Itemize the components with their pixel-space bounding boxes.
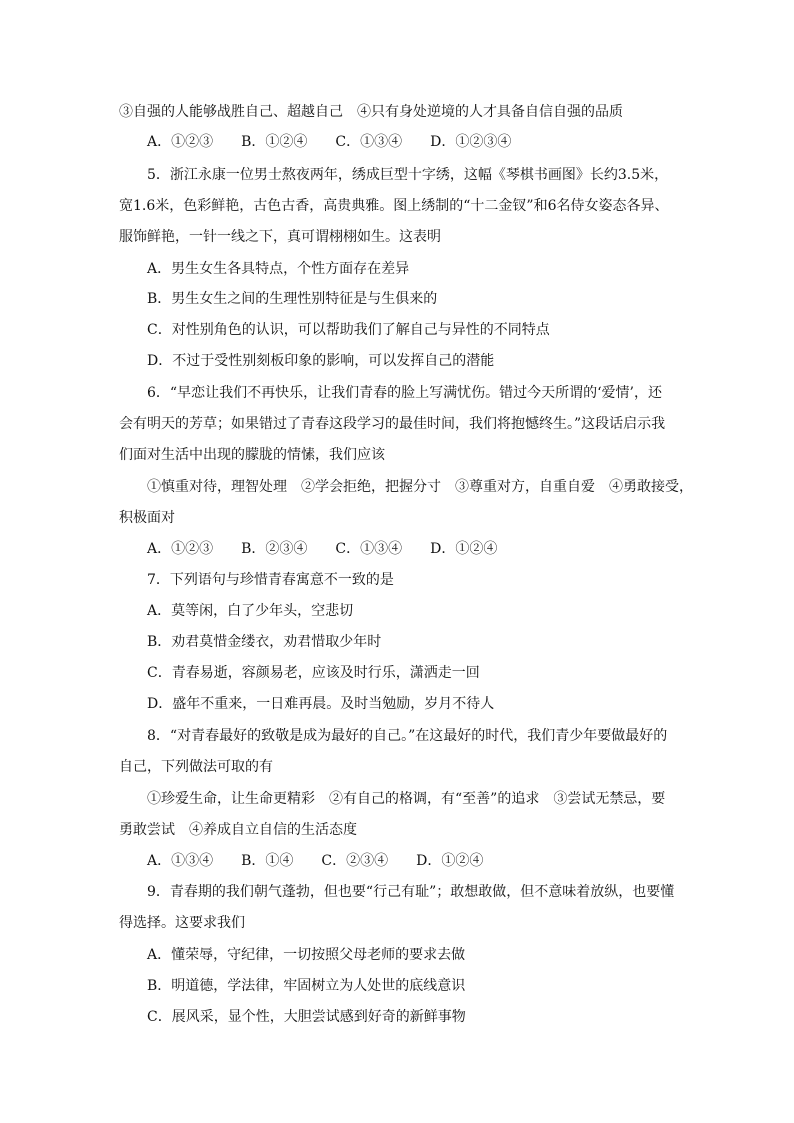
- choice-a: A．①②③: [147, 541, 214, 557]
- choice-c: C．①③④: [335, 134, 403, 150]
- q5-option-d: D．不过于受性别刻板印象的影响，可以发挥自己的潜能: [147, 353, 495, 369]
- q9-stem-line-1: 9．青春期的我们朝气蓬勃，但也要“行己有耻”；敢想敢做，但不意味着放纵，也要懂: [147, 884, 675, 900]
- q5-stem-line-1: 5．浙江永康一位男士熬夜两年，绣成巨型十字绣，这幅《琴棋书画图》长约3.5米，: [147, 167, 669, 183]
- q6-statements-line-2: 积极面对: [119, 510, 175, 526]
- choice-c: C．①③④: [335, 541, 403, 557]
- q5-option-b: B．男生女生之间的生理性别特征是与生俱来的: [147, 291, 438, 307]
- q6-statements-line-1: ①慎重对待，理智处理 ②学会拒绝，把握分寸 ③尊重对方，自重自爱 ④勇敢接受，: [147, 479, 693, 495]
- prev-statements-line: ③自强的人能够战胜自己、超越自己 ④只有身处逆境的人才具备自信自强的品质: [119, 104, 623, 120]
- q6-stem-line-3: 们面对生活中出现的朦胧的情愫，我们应该: [119, 447, 385, 463]
- choice-c: C．②③④: [321, 853, 389, 869]
- choice-b: B．①④: [241, 853, 294, 869]
- q7-option-a: A．莫等闲，白了少年头，空悲切: [147, 603, 354, 619]
- prev-choices: [0, 132, 539, 152]
- q5-stem-line-3: 服饰鲜艳，一针一线之下，真可谓栩栩如生。这表明: [119, 229, 441, 245]
- q7-option-d: D．盛年不重来，一日难再晨。及时当勉励，岁月不待人: [147, 696, 495, 712]
- q5-stem-line-2: 宽1.6米，色彩鲜艳，古色古香，高贵典雅。图上绣制的“十二金钗”和6名侍女姿态各异、: [119, 198, 669, 214]
- choice-d: D．①②④: [430, 541, 498, 557]
- q7-stem-line-1: 7．下列语句与珍惜青春寓意不一致的是: [147, 572, 394, 588]
- q5-option-c: C．对性别角色的认识，可以帮助我们了解自己与异性的不同特点: [147, 322, 550, 338]
- q9-option-c: C．展风采，显个性，大胆尝试感到好奇的新鲜事物: [147, 1009, 466, 1025]
- choice-d: D．①②④: [416, 853, 484, 869]
- q8-stem-line-1: 8．“对青春最好的致敬是成为最好的自己。”在这最好的时代，我们青少年要做最好的: [147, 728, 668, 744]
- q8-statements-line-2: 勇敢尝试 ④养成自立自信的生活态度: [119, 822, 357, 838]
- q6-stem-line-1: 6．“早恋让我们不再快乐，让我们青春的脸上写满忧伤。错过今天所谓的‘爱情’，还: [147, 385, 662, 401]
- q9-option-b: B．明道德，学法律，牢固树立为人处世的底线意识: [147, 978, 466, 994]
- q8-stem-line-2: 自己，下列做法可取的有: [119, 759, 273, 775]
- choice-d: D．①②③④: [430, 134, 512, 150]
- q8-statements-line-1: ①珍爱生命，让生命更精彩 ②有自己的格调，有“至善”的追求 ③尝试无禁忌，要: [147, 791, 666, 807]
- q8-choices: [0, 851, 511, 871]
- choice-a: A．①②③: [147, 134, 214, 150]
- q7-option-c: C．青春易逝，容颜易老，应该及时行乐，潇洒走一回: [147, 665, 480, 681]
- choice-b: B．①②④: [241, 134, 308, 150]
- q6-stem-line-2: 会有明天的芳草；如果错过了青春这段学习的最佳时间，我们将抱憾终生。”这段话启示我: [119, 416, 666, 432]
- q9-stem-line-2: 得选择。这要求我们: [119, 915, 245, 931]
- choice-b: B．②③④: [241, 541, 308, 557]
- q6-choices: [0, 539, 525, 559]
- q5-option-a: A．男生女生各具特点，个性方面存在差异: [147, 261, 410, 277]
- q9-option-a: A．懂荣辱，守纪律，一切按照父母老师的要求去做: [147, 947, 466, 963]
- choice-a: A．①③④: [147, 853, 214, 869]
- q7-option-b: B．劝君莫惜金缕衣，劝君惜取少年时: [147, 634, 382, 650]
